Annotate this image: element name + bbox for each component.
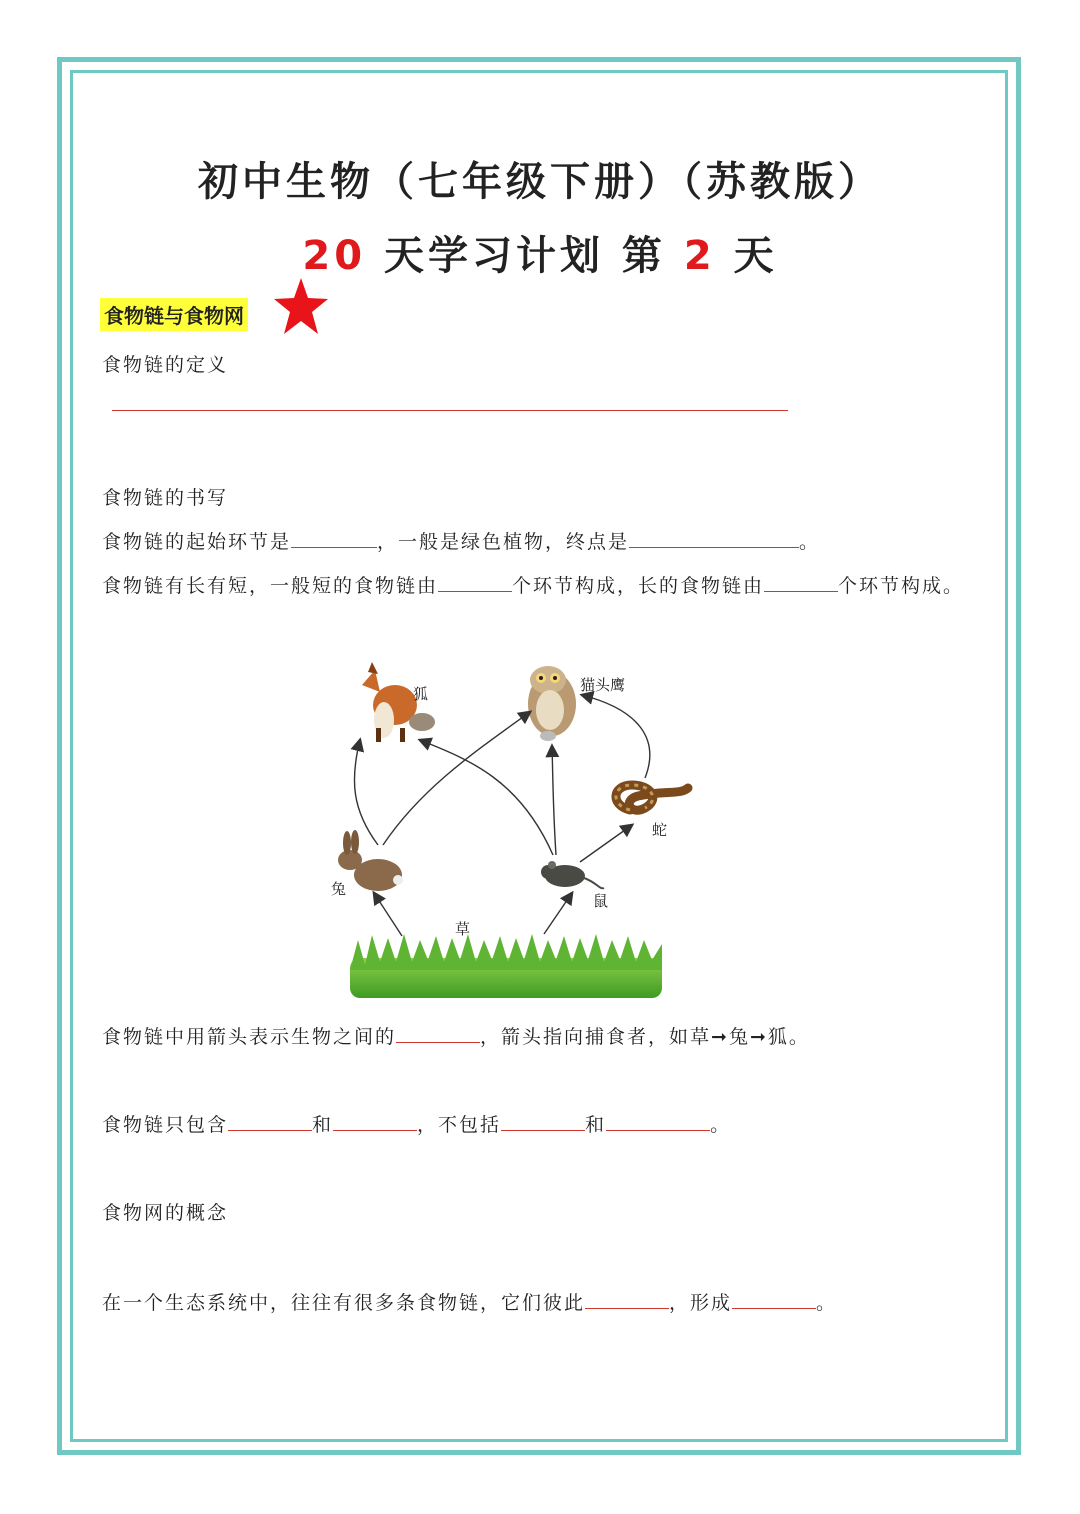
blank-10 <box>585 1290 669 1309</box>
mouse-label: 鼠 <box>593 892 609 910</box>
day-number: 2 <box>683 233 716 279</box>
blank-1 <box>291 529 377 548</box>
paragraph-arrow-meaning <box>102 1022 810 1049</box>
owl-label: 猫头鹰 <box>580 676 626 694</box>
text: 食物链只包含 <box>102 1114 229 1136</box>
definition-title: 食物链的定义 <box>102 354 229 376</box>
food-web-diagram <box>0 640 1080 1020</box>
blank-5 <box>396 1024 480 1043</box>
text: 狐 <box>767 1026 789 1048</box>
blank-8 <box>501 1112 585 1131</box>
text: 在一个生态系统中，往往有很多条食物链，它们彼此 <box>102 1292 586 1314</box>
snake-label: 蛇 <box>652 821 668 839</box>
text: 和 <box>312 1114 334 1136</box>
blank-2 <box>629 529 799 548</box>
text: 。 <box>816 1292 838 1314</box>
text: 和 <box>585 1114 607 1136</box>
text: 食物链有长有短，一般短的食物链由 <box>102 575 439 597</box>
text: 个环节构成，长的食物链由 <box>512 575 765 597</box>
text: 食物链的起始环节是 <box>102 531 292 553</box>
text: ，形成 <box>669 1292 733 1314</box>
snake-icon <box>616 785 688 810</box>
subtitle-end: 天 <box>733 233 778 279</box>
text: 兔 <box>728 1026 750 1048</box>
text: 。 <box>799 531 821 553</box>
text: 食物链中用箭头表示生物之间的 <box>102 1026 397 1048</box>
rabbit-label: 兔 <box>331 880 347 898</box>
text: ，一般是绿色植物，终点是 <box>377 531 630 553</box>
paragraph-start-end <box>102 527 820 554</box>
blank-7 <box>333 1112 417 1131</box>
section-heading: 食物链与食物网 <box>100 298 248 331</box>
text: 。 <box>788 1026 810 1048</box>
page-subtitle <box>0 224 1080 281</box>
blank-9 <box>606 1112 710 1131</box>
star-icon <box>273 276 329 338</box>
arrow-icon: ➞ <box>711 1026 729 1048</box>
blank-4 <box>764 573 838 592</box>
blank-11 <box>732 1290 816 1309</box>
blank-6 <box>228 1112 312 1131</box>
rabbit-icon <box>338 830 403 891</box>
definition-blank <box>112 410 788 411</box>
grass-label: 草 <box>455 920 471 938</box>
paragraph-food-web <box>102 1288 837 1315</box>
mouse-icon <box>541 861 604 888</box>
page-title: 初中生物（七年级下册）（苏教版） <box>198 159 882 205</box>
subtitle-mid: 天学习计划 第 <box>383 233 666 279</box>
text: 个环节构成。 <box>838 575 965 597</box>
grass-icon <box>350 934 662 998</box>
day-total: 20 <box>302 233 367 279</box>
writing-title: 食物链的书写 <box>102 487 229 509</box>
blank-3 <box>438 573 512 592</box>
food-web-title: 食物网的概念 <box>102 1202 229 1224</box>
text: 。 <box>710 1114 732 1136</box>
fox-label: 狐 <box>413 685 429 703</box>
arrow-icon: ➞ <box>749 1026 768 1048</box>
text: ，箭头指向捕食者，如草 <box>480 1026 712 1048</box>
paragraph-chain-length <box>102 571 964 598</box>
text: ，不包括 <box>417 1114 502 1136</box>
paragraph-components <box>102 1110 731 1137</box>
owl-icon <box>528 666 576 741</box>
